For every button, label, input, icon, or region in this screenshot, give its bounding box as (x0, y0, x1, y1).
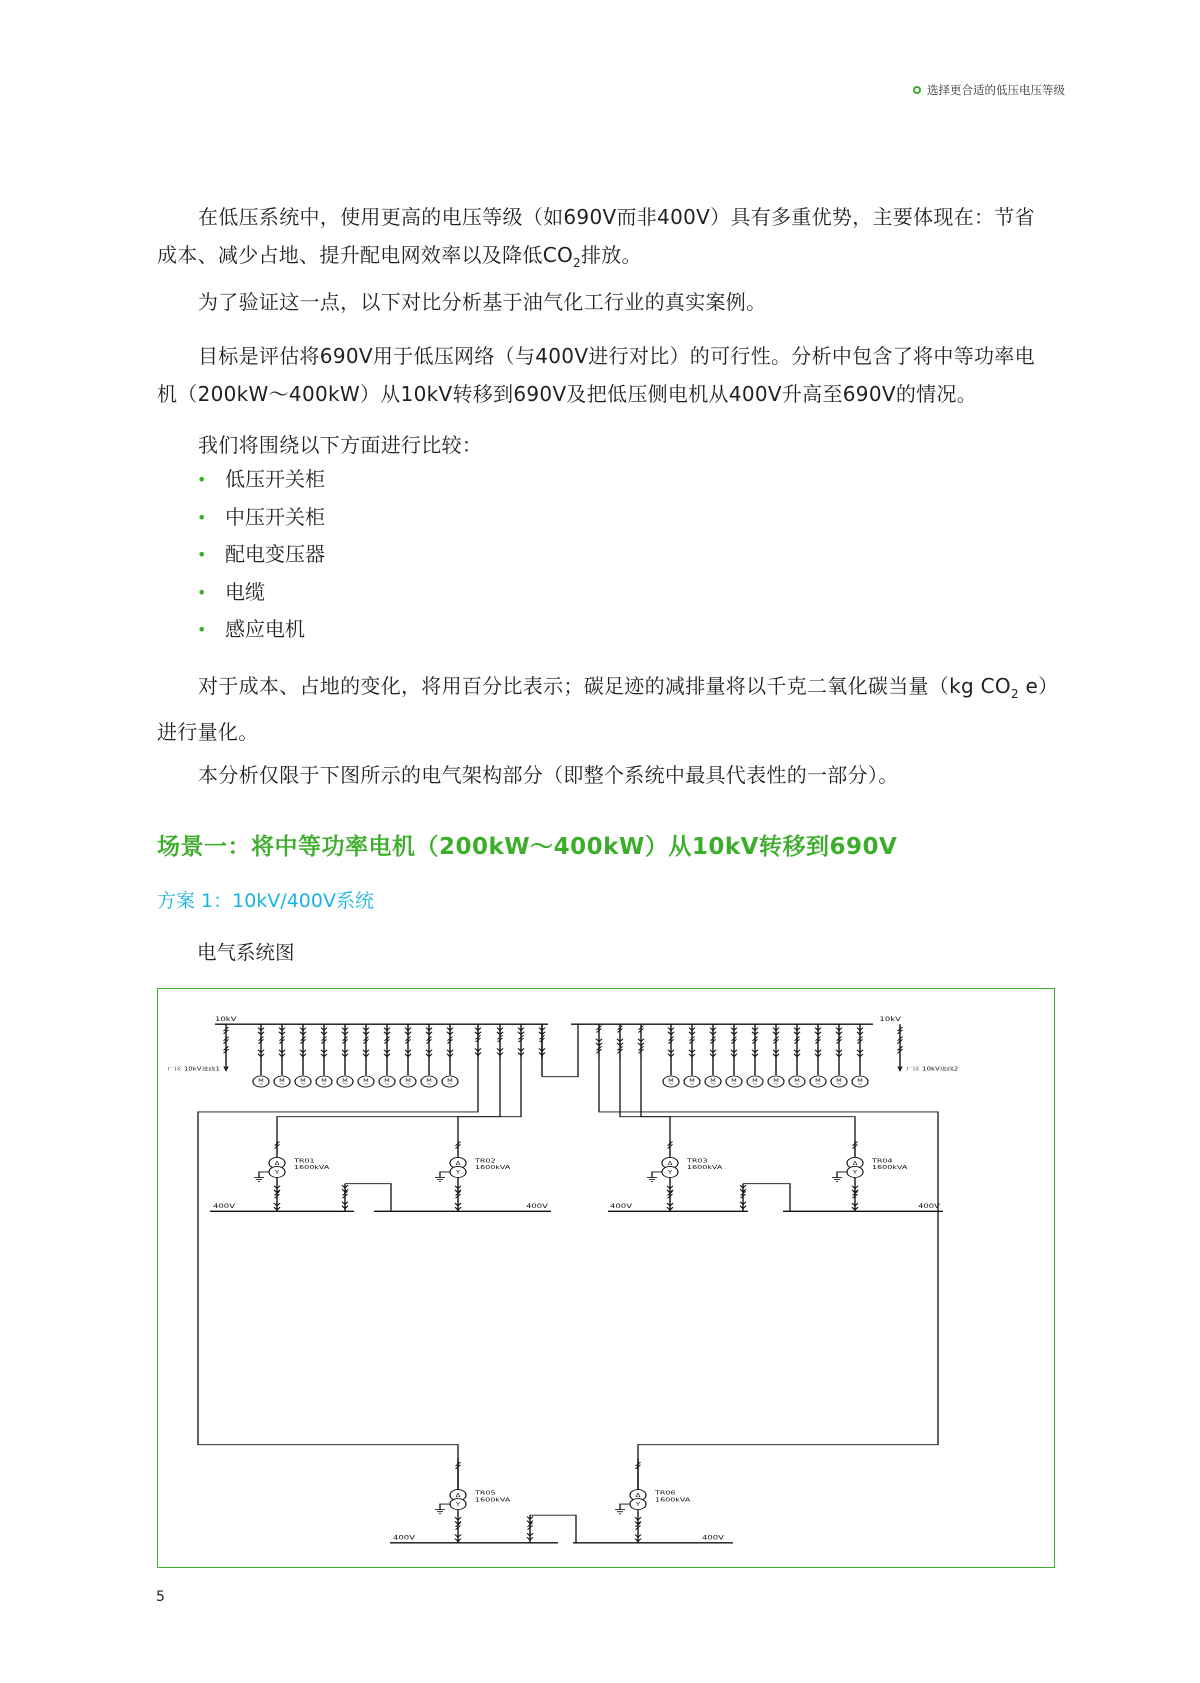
motor-label: M (279, 1079, 285, 1084)
transformer-name: TR02 (475, 1157, 496, 1164)
paragraph-5: 对于成本、占地的变化，将用百分比表示；碳足迹的减排量将以千克二氧化碳当量（kg $CO_2$ e）进行量化。 (157, 674, 1049, 744)
scenario-title: 场景一：将中等功率电机（200kW～400kW）从10kV转移到690V (157, 834, 898, 860)
list-item: • 低压开关柜 (197, 461, 325, 499)
motor-label: ~ (668, 1082, 674, 1088)
lv-coupler (743, 1184, 790, 1212)
motor-label: M (731, 1079, 737, 1084)
motor-label: ~ (258, 1082, 264, 1088)
transformer-symbol: Y (274, 1170, 280, 1176)
feeder-left-label: 厂区 10kV进线1 (167, 1066, 220, 1073)
paragraph-6: 本分析仅限于下图所示的电气架构部分（即整个系统中最具代表性的一部分）。 (198, 763, 899, 787)
list-item: • 中压开关柜 (197, 499, 325, 537)
transformer-name: TR05 (475, 1489, 496, 1497)
motor-label: M (794, 1079, 800, 1084)
transformer-symbol: Y (852, 1170, 858, 1176)
earth-wire (837, 1172, 847, 1178)
motor-label: M (447, 1079, 453, 1084)
motor-label: M (321, 1079, 327, 1084)
paragraph-1: 在低压系统中，使用更高的电压等级（如690V而非400V）具有多重优势，主要体现在：节省成本、减少占地、提升配电网效率以及降低$CO_2$排放。 (157, 205, 1035, 270)
transformer-rating: 1600kVA (687, 1164, 723, 1171)
motor-label: ~ (405, 1082, 411, 1088)
lv-coupler (345, 1184, 391, 1212)
lv-bus-label: 400V (213, 1202, 236, 1210)
feeder-route-tr02 (458, 1058, 521, 1139)
motor-label: ~ (300, 1082, 306, 1088)
transformer-name: TR01 (294, 1157, 315, 1164)
comparison-list (197, 461, 325, 649)
transformer-symbol: Δ (455, 1161, 461, 1167)
transformer-rating: 1600kVA (294, 1164, 330, 1171)
lv-coupler (530, 1515, 576, 1543)
transformer-rating: 1600kVA (872, 1164, 908, 1171)
motor-label: M (342, 1079, 348, 1084)
circle-bullet-icon (913, 86, 921, 94)
transformer-name: TR03 (687, 1157, 708, 1164)
feeder-route-tr03 (620, 1058, 670, 1139)
transformer-rating: 1600kVA (655, 1496, 691, 1503)
motor-label: ~ (773, 1082, 779, 1088)
transformer-symbol: Y (455, 1502, 461, 1508)
feeder-route-tr01 (277, 1058, 500, 1139)
transformer-symbol: Y (667, 1170, 673, 1176)
feeder-route-tr05 (198, 1058, 478, 1492)
transformer-symbol: Δ (635, 1493, 641, 1499)
motor-label: M (857, 1079, 863, 1084)
motor-label: ~ (426, 1082, 432, 1088)
motor-label: ~ (689, 1082, 695, 1088)
transformer-name: TR06 (655, 1489, 676, 1497)
motor-label: ~ (731, 1082, 737, 1088)
plan-title: 方案 1：10kV/400V系统 (157, 890, 374, 912)
list-item: • 配电变压器 (197, 536, 325, 574)
earth-wire (440, 1172, 450, 1178)
motor-label: ~ (363, 1082, 369, 1088)
motor-label: M (752, 1079, 758, 1084)
lv-bus-label: 400V (610, 1202, 633, 1210)
list-item: • 电缆 (197, 574, 325, 612)
earth-wire (620, 1504, 630, 1510)
lv-bus-label: 400V (525, 1202, 548, 1210)
motor-label: M (815, 1079, 821, 1084)
motor-label: ~ (384, 1082, 390, 1088)
bullet-icon: • (197, 470, 207, 489)
motor-label: ~ (752, 1082, 758, 1088)
motor-label: ~ (321, 1082, 327, 1088)
section-title: 选择更合适的低压电压等级 (927, 83, 1065, 97)
diagram-caption: 电气系统图 (197, 941, 295, 964)
motor-label: M (668, 1079, 674, 1084)
running-header (913, 82, 1065, 98)
motor-label: ~ (794, 1082, 800, 1088)
motor-label: ~ (836, 1082, 842, 1088)
bus-coupler (542, 1024, 578, 1076)
diagram-canvas (158, 989, 1056, 1569)
earth-wire (440, 1504, 450, 1510)
motor-label: M (689, 1079, 695, 1084)
paragraph-2: 为了验证这一点，以下对比分析基于油气化工行业的真实案例。 (198, 290, 767, 314)
transformer-symbol: Δ (852, 1161, 858, 1167)
lv-bus-label: 400V (917, 1202, 940, 1210)
motor-label: M (836, 1079, 842, 1084)
feeder-route-tr04 (641, 1058, 855, 1139)
transformer-symbol: Δ (274, 1161, 280, 1167)
transformer-symbol: Y (635, 1502, 641, 1508)
earth-wire (652, 1172, 662, 1178)
list-item: • 感应电机 (197, 611, 325, 649)
bullet-icon: • (197, 507, 207, 527)
feeder-route-tr06 (599, 1058, 938, 1492)
motor-label: ~ (342, 1082, 348, 1088)
transformer-symbol: Δ (455, 1493, 461, 1499)
motor-label: ~ (815, 1082, 821, 1088)
page-number: 5 (156, 1589, 165, 1605)
motor-label: M (258, 1079, 264, 1084)
mv-bus-right-label: 10kV (879, 1015, 901, 1023)
earth-wire (259, 1172, 269, 1178)
motor-label: M (384, 1079, 390, 1084)
lv-bus-label: 400V (701, 1533, 724, 1541)
transformer-name: TR04 (872, 1157, 893, 1164)
feeder-right-label: 厂区 10kV进线2 (906, 1066, 959, 1073)
single-line-diagram (157, 988, 1055, 1568)
motor-label: M (710, 1079, 716, 1084)
motor-label: ~ (279, 1082, 285, 1088)
transformer-symbol: Y (455, 1170, 461, 1176)
motor-label: ~ (447, 1082, 453, 1088)
motor-label: M (773, 1079, 779, 1084)
motor-label: M (426, 1079, 432, 1084)
bullet-icon: • (197, 582, 207, 602)
motor-label: M (363, 1079, 369, 1084)
transformer-symbol: Δ (667, 1161, 673, 1167)
paragraph-3: 目标是评估将690V用于低压网络（与400V进行对比）的可行性。分析中包含了将中等功率电机（200kW～400kW）从10kV转移到690V及把低压侧电机从400V升高至690V的情况。 (157, 344, 1035, 406)
transformer-rating: 1600kVA (475, 1164, 511, 1171)
bullet-icon: • (197, 620, 207, 639)
motor-label: M (405, 1079, 411, 1084)
lv-bus-label: 400V (393, 1533, 416, 1541)
transformer-rating: 1600kVA (475, 1496, 511, 1503)
bullet-icon: • (197, 545, 207, 564)
mv-bus-left-label: 10kV (215, 1015, 237, 1023)
motor-label: ~ (710, 1082, 716, 1088)
motor-label: M (300, 1079, 306, 1084)
motor-label: ~ (857, 1082, 863, 1088)
paragraph-4: 我们将围绕以下方面进行比较： (198, 433, 483, 457)
